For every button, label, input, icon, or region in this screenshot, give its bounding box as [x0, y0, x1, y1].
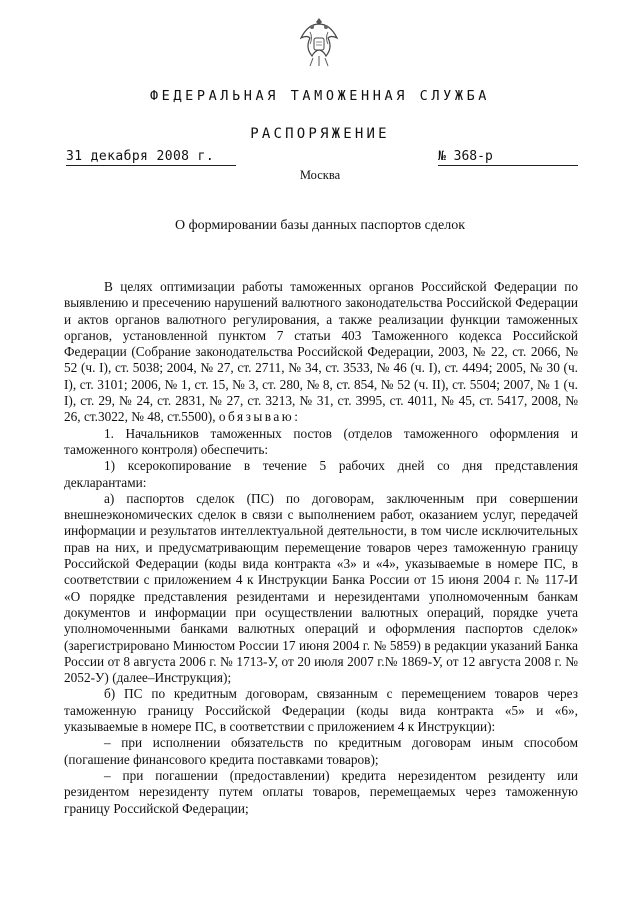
- document-city: Москва: [299, 168, 341, 182]
- document-number: № 368-р: [438, 149, 578, 166]
- paragraph-1: 1. Начальников таможенных постов (отделов таможенного оформления и таможенного контроля) обеспечить:: [64, 425, 578, 457]
- coat-of-arms-emblem: [296, 14, 342, 70]
- agency-name: ФЕДЕРАЛЬНАЯ ТАМОЖЕННАЯ СЛУЖБА: [149, 88, 491, 104]
- paragraph-1-1-b-dash-1: – при исполнении обязательств по кредитным договорам иным способом (погашение финансового кредита поставками товаров);: [64, 735, 578, 767]
- document-body: [64, 279, 578, 817]
- paragraph-1-1-b-dash-2: – при погашении (предоставлении) кредита нерезидентом резиденту или резидентом нерезиденту путем оплаты товаров, перемещаемых через таможенную границу Российской Федерации;: [64, 767, 578, 816]
- paragraph-1-1: 1) ксерокопирование в течение 5 рабочих дней со дня представления декларантами:: [64, 458, 578, 490]
- document-title: О формировании базы данных паспортов сделок: [174, 218, 466, 233]
- paragraph-1-1-a: а) паспортов сделок (ПС) по договорам, заключенным при совершении внешнеэкономических сделок в связи с выполнением работ, оказанием услуг, передачей информации и результатов интеллектуальной деятельности, в том числе исключительных прав на них, и предусматривающим перемещение товаров через таможенную границу Российской Федерации (коды вида контракта «3» и «4», указываемые в номере ПС, в соответствии с приложением 4 к Инструкции Банка России от 15 июня 2004 г. № 117-И «О порядке представления резидентами и нерезидентами уполномоченным банкам документов и информации при осуществлении валютных операций, порядке учета уполномоченными банками валютных операций и оформления паспортов сделок» (зарегистрировано Минюстом России 17 июня 2004 г. № 5859) в редакции указаний Банка России от 8 августа 2006 г. № 1713-У, от 20 июля 2007 г.№ 1869-У, от 12 августа 2008 г. № 2052-У) (далее–Инструкция);: [64, 490, 578, 686]
- preamble-paragraph: [64, 279, 578, 426]
- preamble-text: В целях оптимизации работы таможенных органов Российской Федерации по выявлению и пресечению нарушений валютного законодательства Российской Федерации и актов органов валютного регулирования, а также реализации функции таможенных органов, установленной пунктом 7 статьи 403 Таможенного кодекса Российской Федерации (Собрание законодательства Российской Федерации, 2003, № 22, ст. 2066, № 52 (ч. I), ст. 5038; 2004, № 27, ст. 2711, № 34, ст. 3533, № 46 (ч. I), ст. 4494; 2005, № 30 (ч. I), ст. 3101; 2006, № 1, ст. 15, № 3, ст. 280, № 8, ст. 854, № 52 (ч. II), ст. 5504; 2007, № 1 (ч. I), ст. 29, № 24, ст. 2831, № 27, ст. 3213, № 31, ст. 3995, ст. 4011, № 45, ст. 5417, 2008, № 26, ст.3022, № 48, ст.5500),: [64, 279, 578, 425]
- document-date: 31 декабря 2008 г.: [66, 149, 236, 166]
- paragraph-1-1-b: б) ПС по кредитным договорам, связанным с перемещением товаров через таможенную границу Российской Федерации (коды вида контракта «5» и «6», указываемые в номере ПС, в соответствии с приложением 4 к Инструкции):: [64, 686, 578, 735]
- obligate-text: обязываю:: [218, 409, 301, 425]
- document-type: РАСПОРЯЖЕНИЕ: [250, 126, 390, 142]
